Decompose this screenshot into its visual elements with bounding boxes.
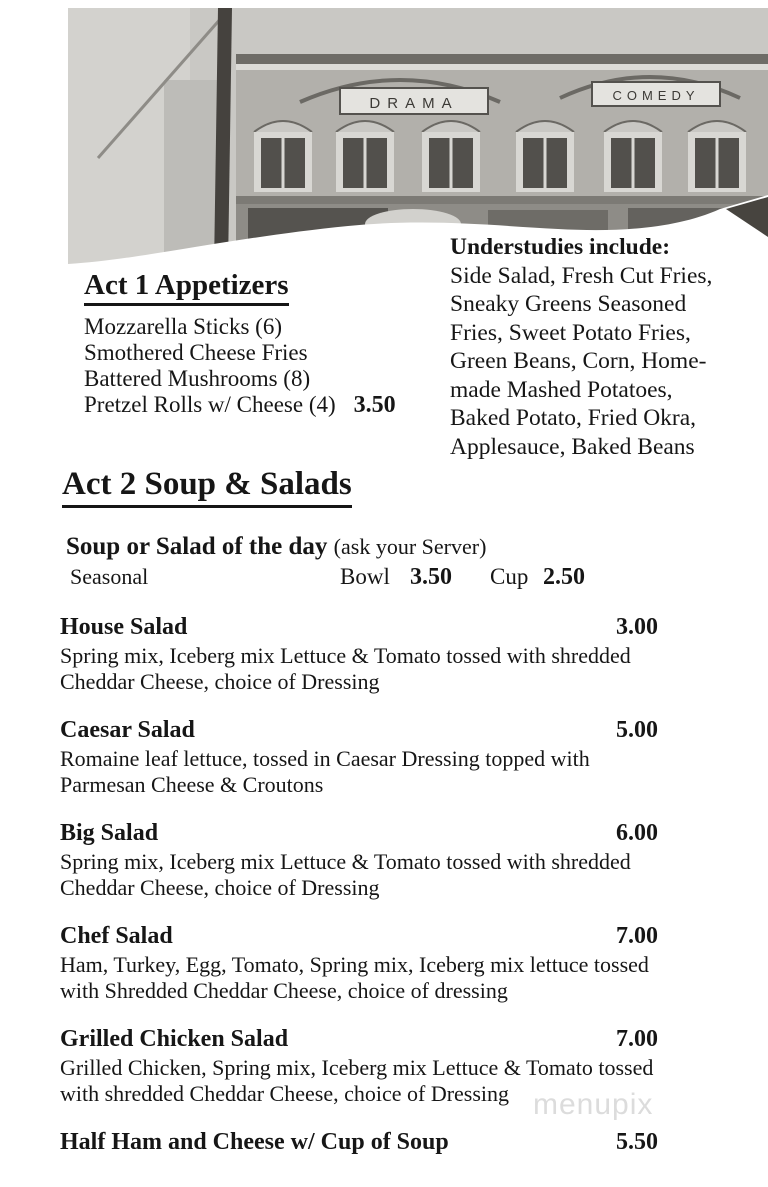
menu-item-house-salad (60, 612, 658, 695)
menu-item-header (60, 818, 658, 848)
appetizers-title: Act 1 Appetizers (84, 270, 289, 306)
item-name: House Salad (60, 613, 188, 640)
menu-item-header (60, 1127, 658, 1157)
soup-of-day-label: Soup or Salad of the day (66, 532, 328, 560)
menu-item-chef-salad (60, 921, 658, 1004)
item-name: Big Salad (60, 819, 159, 846)
item-description: Spring mix, Iceberg mix Lettuce & Tomato tossed with shredded Cheddar Cheese, choice of Dressing (60, 848, 631, 900)
photo-distant-building (164, 80, 222, 268)
item-name: Half Ham and Cheese w/ Cup of Soup (60, 1128, 449, 1155)
soup-of-the-day (66, 532, 658, 562)
understudies-line: Fries, Sweet Potato Fries, (450, 319, 691, 346)
soup-of-day-name: Seasonal (70, 563, 149, 589)
item-description: Ham, Turkey, Egg, Tomato, Spring mix, Iceberg mix lettuce tossed with Shredded Cheddar Cheese, choice of dressing (60, 951, 649, 1003)
item-name: Grilled Chicken Salad (60, 1025, 289, 1052)
item-price: 7.00 (616, 922, 658, 949)
cup-label: Cup (490, 563, 529, 589)
item-price: 5.50 (616, 1128, 658, 1155)
bowl-label: Bowl (340, 563, 390, 589)
understudies-line: Sneaky Greens Seasoned (450, 291, 687, 317)
appetizer-item: Smothered Cheese Fries (84, 339, 308, 365)
item-description: Grilled Chicken, Spring mix, Iceberg mix Lettuce & Tomato tossed with shredded Cheddar Cheese, choice of Dressing (60, 1054, 654, 1106)
bowl-price: 3.50 (410, 563, 452, 590)
photo-cornice-dark (236, 54, 768, 64)
item-price: 5.00 (616, 716, 658, 743)
understudies-line: made Mashed Potatoes, (450, 376, 673, 403)
appetizer-item-name: Pretzel Rolls w/ Cheese (4) (84, 391, 336, 417)
soup-salads-section (58, 466, 658, 1177)
item-price: 3.00 (616, 613, 658, 640)
understudies-line: Side Salad, Fresh Cut Fries, (450, 262, 713, 289)
understudies-line: Baked Potato, Fried Okra, (450, 405, 697, 431)
item-name: Chef Salad (60, 922, 173, 949)
item-price: 6.00 (616, 819, 658, 846)
item-description: Spring mix, Iceberg mix Lettuce & Tomato tossed with shredded Cheddar Cheese, choice of Dressing (60, 642, 631, 694)
understudies-line: Applesauce, Baked Beans (450, 433, 695, 460)
menu-item-header (60, 1024, 658, 1054)
theater-building-illustration (68, 8, 768, 268)
menu-item-header (60, 921, 658, 951)
appetizers-price: 3.50 (353, 391, 396, 418)
understudies-line: Green Beans, Corn, Home- (450, 348, 707, 374)
soup-of-day-price-row (58, 564, 658, 594)
menu-item-caesar-salad (60, 715, 658, 798)
soup-salads-title: Act 2 Soup & Salads (62, 466, 352, 508)
photo-cornice-light (236, 64, 768, 70)
understudies-section (450, 233, 755, 461)
menupix-watermark: menupix (533, 1088, 654, 1121)
appetizer-item: Mozzarella Sticks (6) (84, 313, 282, 339)
menu-item-half-ham-and-cheese (60, 1127, 658, 1157)
item-description: Romaine leaf lettuce, tossed in Caesar Dressing topped with Parmesan Cheese & Croutons (60, 745, 590, 797)
menu-item-big-salad (60, 818, 658, 901)
photo-sill-band (236, 196, 768, 204)
salad-items-list (58, 612, 658, 1157)
soup-of-day-note: (ask your Server) (333, 533, 487, 559)
appetizer-item: Battered Mushrooms (8) (84, 365, 311, 391)
understudies-title: Understudies include: (450, 234, 671, 260)
menu-item-header (60, 715, 658, 745)
item-name: Caesar Salad (60, 716, 195, 743)
item-price: 7.00 (616, 1025, 658, 1052)
menu-item-header (60, 612, 658, 642)
cup-price: 2.50 (543, 563, 585, 590)
theater-building-photo (68, 8, 768, 268)
appetizers-section (84, 270, 454, 418)
drama-sign-text: DRAMA (369, 95, 459, 112)
comedy-sign-text: COMEDY (612, 88, 700, 103)
appetizer-item-with-price (84, 392, 454, 418)
